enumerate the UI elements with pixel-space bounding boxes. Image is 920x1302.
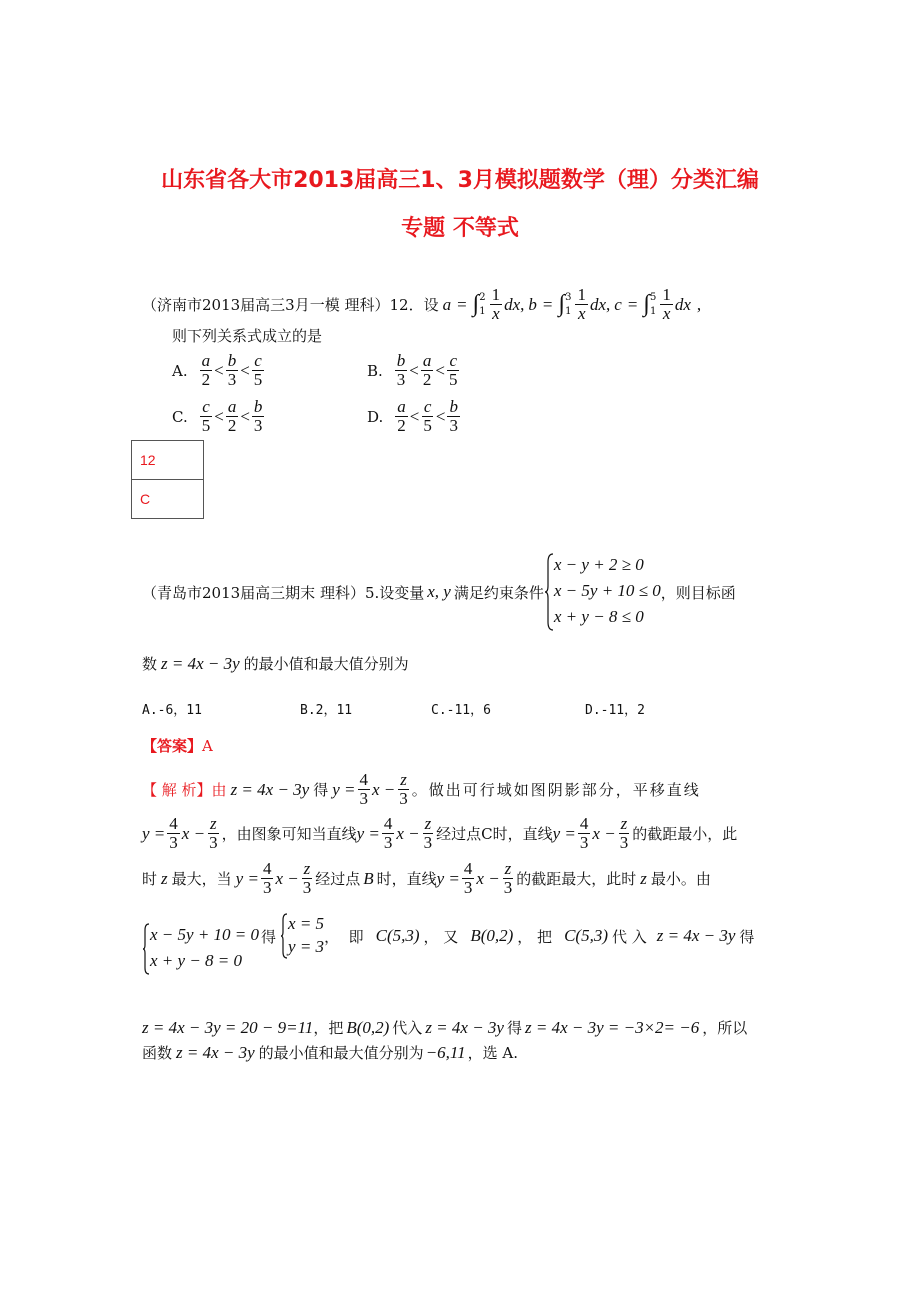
q2-line2: 数 z = 4x − 3y 的最小值和最大值分别为 xyxy=(142,653,409,673)
q1-stem: （济南市2013届高三3月一模 理科）12．设 a = ∫ 2 1 $\frac{1}{x}$ dx , b = ∫ 3 1 $\frac{1}{x}$ dx , c = ∫ 5 1 $\frac{1}{x}$ dx , xyxy=(142,285,702,323)
q1-answer-table xyxy=(131,440,204,519)
q2-option-a: A.-6，11 xyxy=(142,703,202,718)
answer-value: C xyxy=(132,480,204,519)
solution-line-2: y = $\frac{4}{3}$ x − $\frac{z}{3}$ ，由图象可知当直线 y = $\frac{4}{3}$ x − $\frac{z}{3}$ 经过点C时，直线 y = $\frac{4}{3}$ x − $\frac{z}{3}$ 的截距最小，此 xyxy=(142,814,738,852)
integral-sign: ∫ xyxy=(472,291,480,317)
solution-line-3: 时 z 最大，当 y = $\frac{4}{3}$ x − $\frac{z}{3}$ 经过点 B 时，直线 y = $\frac{4}{3}$ x − $\frac{z}{3}$ 的截距最大，此时 z 最小。由 xyxy=(142,859,711,897)
solution-line-5: z = 4x − 3y = 20 − 9=11 ，把 B(0,2) 代入 z = 4x − 3y 得 z = 4x − 3y = −3×2= −6 ，所以 xyxy=(142,1017,748,1037)
solution-line-6: 函数 z = 4x − 3y 的最小值和最大值分别为 −6,11 ，选 A. xyxy=(142,1042,519,1062)
left-brace-icon xyxy=(544,552,554,632)
q1-option-b: B. $\frac{b}{3}$ < $\frac{a}{2}$ < $\frac{c}{5}$ xyxy=(367,351,458,389)
q2-stem: （青岛市2013届高三期末 理科）5.设变量 x, y 满足约束条件 x − y + 2 ≥ 0 x − 5y + 10 ≤ 0 x + y − 8 ≤ 0 ，则目标函 xyxy=(142,552,736,632)
left-brace-icon xyxy=(142,922,150,976)
solution-line-1: 【 解 析】 由 z = 4x − 3y 得 y = $\frac{4}{3}$ x − $\frac{z}{3}$ 。做出可行域如图阴影部分，平移直线 xyxy=(142,770,701,808)
q1-option-a: A. $\frac{a}{2}$ < $\frac{b}{3}$ < $\frac{c}{5}$ xyxy=(172,351,263,389)
integrand: $\frac{1}{x}$ xyxy=(491,285,501,323)
q2-option-d: D.-11，2 xyxy=(585,703,645,718)
document-title: 山东省各大市2013届高三1、3月模拟题数学（理）分类汇编 xyxy=(161,168,759,193)
q1-ask: 则下列关系式成立的是 xyxy=(172,327,323,345)
integral-sign: ∫ xyxy=(558,291,566,317)
document-subtitle: 专题 不等式 xyxy=(401,216,519,241)
q2-option-b: B.2，11 xyxy=(300,703,353,718)
q1-option-c: C. $\frac{c}{5}$ < $\frac{a}{2}$ < $\frac{b}{3}$ xyxy=(172,397,263,435)
solution-line-4: x − 5y + 10 = 0 x + y − 8 = 0 得 x = 5 y = 3 ， 即 C(5,3) ， 又 B(0,2) ， 把 C(5,3) 代 入 z = 4x − 3y 得 xyxy=(142,912,754,986)
integral-sign: ∫ xyxy=(643,291,650,317)
q2-option-c: C.-11，6 xyxy=(431,703,491,718)
constraint-system: x − y + 2 ≥ 0 x − 5y + 10 ≤ 0 x + y − 8 ≤ 0 xyxy=(544,552,661,632)
left-brace-icon xyxy=(280,912,288,960)
q2-answer: 【答案】A xyxy=(142,737,213,755)
answer-number: 12 xyxy=(132,441,204,480)
q1-option-d: D. $\frac{a}{2}$ < $\frac{c}{5}$ < $\frac{b}{3}$ xyxy=(367,397,458,435)
q1-source: （济南市2013届高三3月一模 理科）12．设 xyxy=(142,296,439,314)
